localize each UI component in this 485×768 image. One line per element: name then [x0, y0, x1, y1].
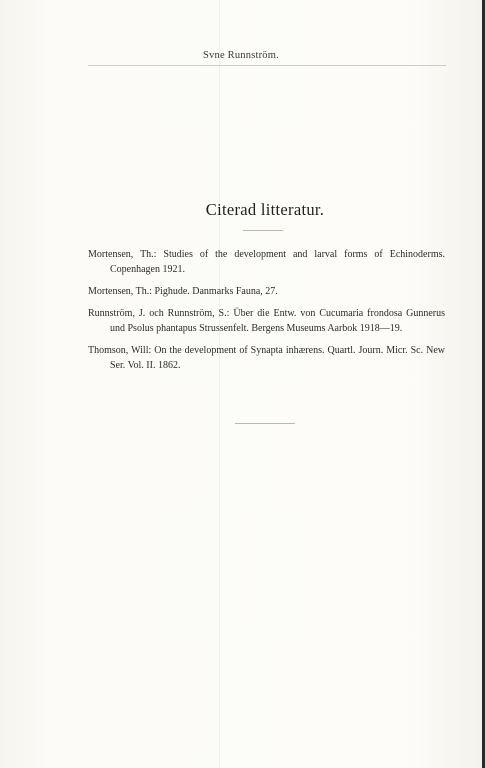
reference-item: Mortensen, Th.: Studies of the development and larval forms of Echinoderms. Copenhagen 1921. [88, 249, 445, 276]
title-rule [243, 230, 283, 231]
reference-item: Thomson, Will: On the development of Synapta inhærens. Quartl. Journ. Micr. Sc. New Ser. Vol. II. 1862. [88, 344, 445, 371]
section-title: Citerad litteratur. [205, 200, 325, 219]
header-rule [88, 65, 446, 66]
reference-item: Mortensen, Th.: Pighude. Danmarks Fauna, 27. [88, 285, 278, 297]
running-header: Svne Runnström. [203, 50, 279, 61]
reference-list [88, 247, 445, 379]
page-fold [219, 0, 220, 768]
end-rule [235, 423, 295, 424]
reference-item: Runnström, J. och Runnström, S.: Über die Entw. von Cucumaria frondosa Gunnerus und Psolus phantapus Strussenfelt. Bergens Museums Aarbok 1918—19. [88, 307, 445, 334]
